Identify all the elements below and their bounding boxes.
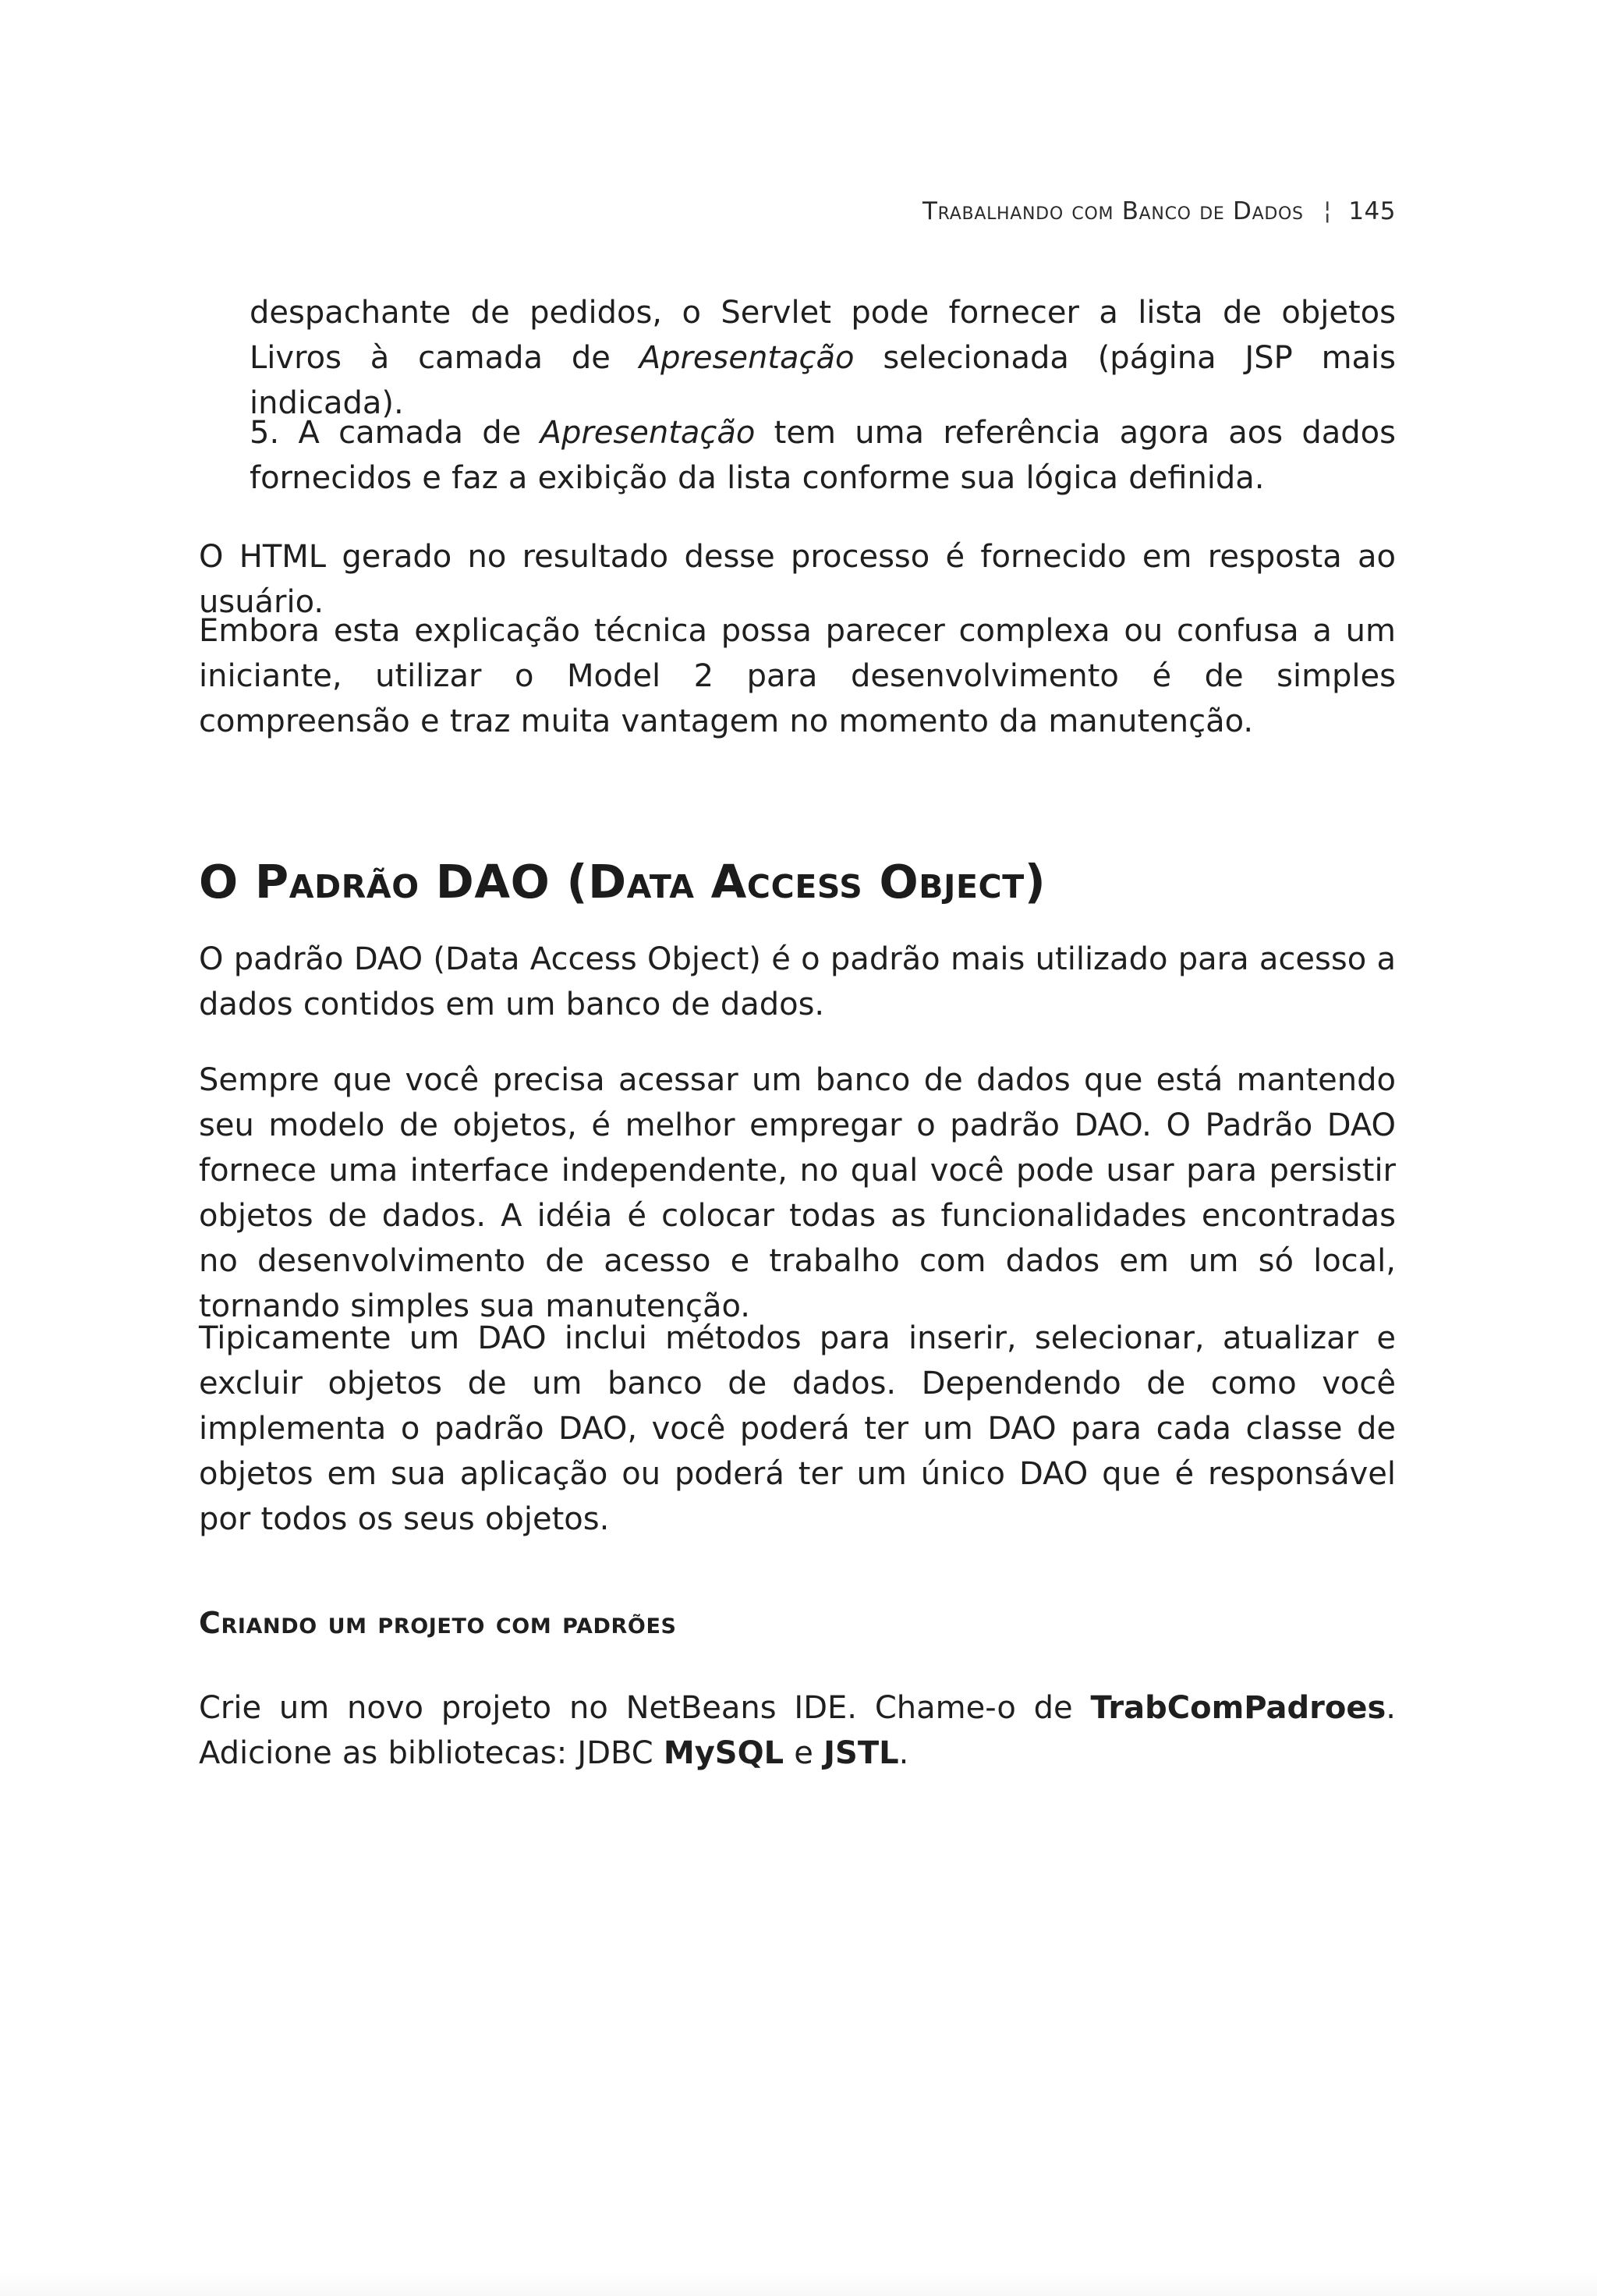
project-name: TrabComPadroes bbox=[1090, 1690, 1386, 1726]
list-item-text: 5. A camada de bbox=[250, 415, 540, 451]
emphasis-text: Apresentação bbox=[639, 340, 855, 376]
model2-explanation-paragraph: Embora esta explicação técnica possa parecer complexa ou confusa a um iniciante, utilizar o Model 2 para desenvolvimento é de simples compreensão e traz muita vantagem no momento da manutenção. bbox=[199, 613, 1396, 739]
subsection-title: Criando um projeto com padrões bbox=[199, 1606, 677, 1640]
paragraph-text: e bbox=[784, 1735, 824, 1771]
dao-usage-paragraph: Sempre que você precisa acessar um banco de dados que está mantendo seu modelo de objetos, é melhor empregar o padrão DAO. O Padrão DAO fornece uma interface independente, no qual você pode usar para persistir objetos de dados. A idéia é colocar todas as funcionalidades encontradas no desenvolvimento de acesso e trabalho com dados em um só local, tornando simples sua manutenção. bbox=[199, 1062, 1396, 1324]
paragraph-text: selecionada (página JSP mais indicada). bbox=[250, 340, 1396, 421]
numbered-list-item-5 bbox=[250, 410, 1396, 501]
project-instructions-paragraph bbox=[199, 1685, 1396, 1776]
dao-methods-paragraph: Tipicamente um DAO inclui métodos para inserir, selecionar, atualizar e excluir objetos de um banco de dados. Dependendo de como você implementa o padrão DAO, você poderá ter um DAO para cada classe de objetos em sua aplicação ou poderá ter um único DAO que é responsável por todos os seus objetos. bbox=[199, 1320, 1396, 1537]
paragraph-text: Crie um novo projeto no NetBeans IDE. Chame-o de bbox=[199, 1690, 1091, 1726]
jstl-library: JSTL bbox=[823, 1735, 899, 1771]
section-title: O Padrão DAO (Data Access Object) bbox=[199, 855, 1046, 909]
paragraph-text: . bbox=[898, 1735, 909, 1771]
emphasis-text: Apresentação bbox=[540, 415, 756, 451]
html-result-paragraph: O HTML gerado no resultado desse processo é fornecido em resposta ao usuário. bbox=[199, 539, 1396, 620]
mysql-library: MySQL bbox=[663, 1735, 784, 1771]
running-title: Trabalhando com Banco de Dados bbox=[922, 197, 1304, 225]
running-header bbox=[811, 197, 1396, 225]
page-bottom-shadow bbox=[0, 2273, 1597, 2296]
list-item-text: tem uma referência agora aos dados fornecidos e faz a exibição da lista conforme sua lógica definida. bbox=[250, 415, 1396, 496]
header-separator: ¦ bbox=[1323, 197, 1332, 225]
list-continuation-paragraph bbox=[250, 290, 1396, 426]
paragraph-text: . Adicione as bibliotecas: JDBC bbox=[199, 1690, 1396, 1771]
paragraph-text: despachante de pedidos, o Servlet pode fornecer a lista de objetos Livros à camada de bbox=[250, 295, 1396, 376]
page-number: 145 bbox=[1348, 197, 1396, 225]
dao-definition-paragraph: O padrão DAO (Data Access Object) é o padrão mais utilizado para acesso a dados contidos em um banco de dados. bbox=[199, 941, 1396, 1022]
